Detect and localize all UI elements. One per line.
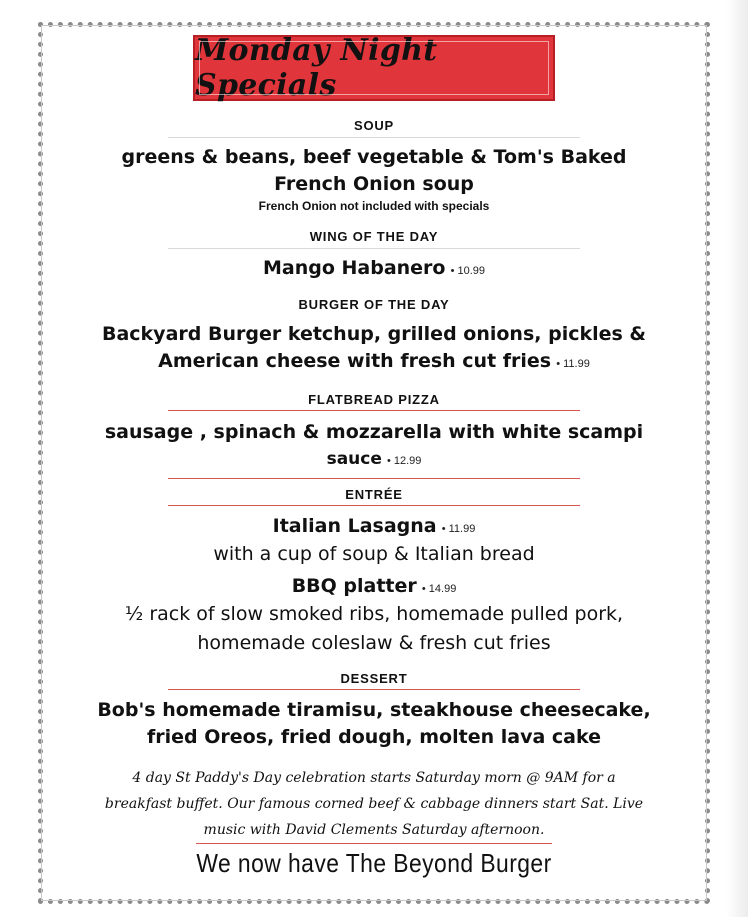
flatbread-label: FLATBREAD PIZZA	[308, 392, 440, 407]
footer-text: We now have The Beyond Burger	[196, 848, 552, 878]
wing-item: Mango Habanero	[262, 257, 446, 279]
flatbread-line-2: sauce	[326, 449, 382, 469]
flatbread-bottom-divider	[168, 478, 580, 479]
announcement-line-1: 4 day St Paddy's Day celebration starts Saturday morn @ 9AM for a	[132, 770, 616, 786]
title-banner	[193, 35, 555, 101]
dessert-section	[60, 671, 688, 686]
wing-items	[60, 255, 688, 282]
burger-price: • 11.99	[556, 358, 590, 370]
dessert-line-1: Bob's homemade tiramisu, steakhouse cheesecake,	[97, 699, 651, 721]
wing-label: WING OF THE DAY	[309, 229, 439, 244]
announcement	[60, 765, 688, 843]
flatbread-line-1: sausage , spinach & mozzarella with white scampi	[104, 421, 644, 443]
soup-label: SOUP	[353, 118, 395, 133]
dessert-divider	[168, 689, 580, 690]
wing-price: • 10.99	[450, 265, 486, 277]
burger-line-2: American cheese with fresh cut fries	[158, 350, 552, 372]
dessert-items	[60, 697, 688, 751]
soup-section	[60, 118, 688, 133]
page-edge-shadow	[726, 0, 748, 917]
burger-items	[60, 321, 688, 375]
soup-note: French Onion not included with specials	[258, 199, 490, 213]
entree-desc-2-line-1: ½ rack of slow smoked ribs, homemade pulled pork,	[124, 603, 624, 625]
announcement-line-3: music with David Clements Saturday afternoon.	[203, 822, 545, 838]
flatbread-divider	[168, 410, 580, 411]
entree-section	[60, 487, 688, 502]
flatbread-price: • 12.99	[386, 455, 422, 467]
entree-desc-2-line-2: homemade coleslaw & fresh cut fries	[197, 632, 551, 654]
burger-label: BURGER OF THE DAY	[298, 297, 450, 312]
soup-divider	[168, 137, 580, 138]
flatbread-items	[60, 419, 688, 473]
entree-item-2: BBQ platter	[291, 575, 417, 597]
menu-title: Monday Night Specials	[195, 33, 438, 103]
soup-line-1: greens & beans, beef vegetable & Tom's Baked	[121, 146, 627, 168]
dessert-label: DESSERT	[340, 671, 408, 686]
burger-line-1: Backyard Burger ketchup, grilled onions, pickles &	[101, 323, 646, 345]
burger-section	[60, 297, 688, 312]
soup-line-2: French Onion soup	[274, 173, 474, 195]
soup-items	[60, 144, 688, 213]
entree-items	[60, 513, 688, 658]
entree-label: ENTRÉE	[345, 487, 403, 502]
entree-divider	[168, 505, 580, 506]
entree-desc-1: with a cup of soup & Italian bread	[213, 543, 535, 565]
wing-section	[60, 229, 688, 244]
entree-price-1: • 11.99	[441, 523, 476, 535]
wing-divider	[168, 248, 580, 249]
flatbread-section	[60, 392, 688, 407]
entree-item-1: Italian Lasagna	[272, 515, 437, 537]
footer-note	[60, 848, 688, 879]
announcement-divider	[196, 843, 552, 844]
dessert-line-2: fried Oreos, fried dough, molten lava cake	[147, 726, 601, 748]
entree-price-2: • 14.99	[421, 583, 457, 595]
announcement-line-2: breakfast buffet. Our famous corned beef & cabbage dinners start Sat. Live	[104, 796, 644, 812]
